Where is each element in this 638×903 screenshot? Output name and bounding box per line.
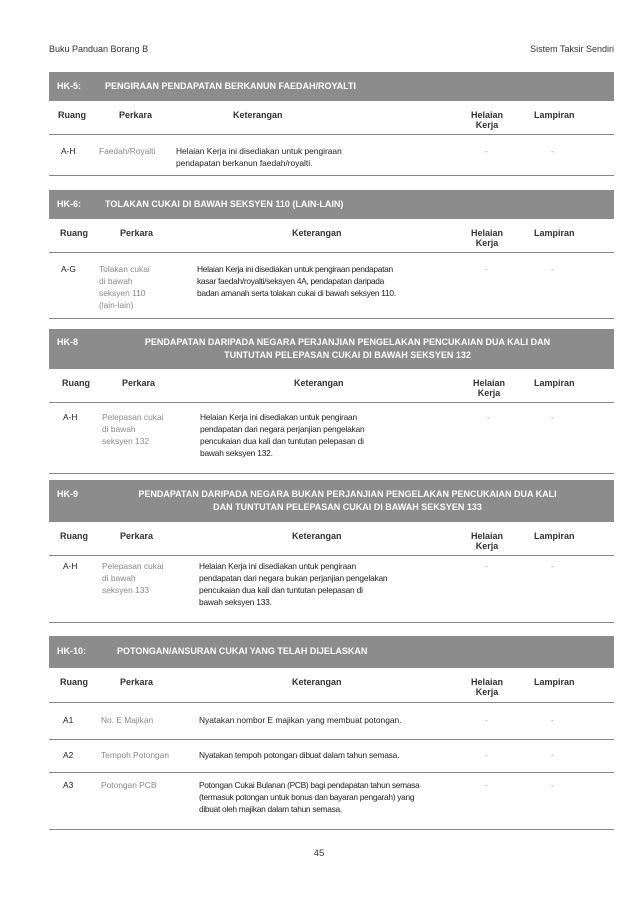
cell-lampiran: - xyxy=(551,780,554,790)
section-code: HK-10: xyxy=(57,646,87,656)
cell-lampiran: - xyxy=(551,264,554,274)
header-book-title: Buku Panduan Borang B xyxy=(49,44,149,54)
col-ruang: Ruang xyxy=(58,110,86,120)
page-number: 45 xyxy=(313,848,325,859)
section-title: PENGIRAAN PENDAPATAN BERKANUN FAEDAH/ROYALTI xyxy=(105,81,357,91)
section-hk6 xyxy=(49,190,614,319)
col-keterangan: Keterangan xyxy=(292,677,342,687)
cell-lampiran: - xyxy=(551,715,554,725)
cell-lampiran: - xyxy=(551,561,554,571)
header-system-title: Sistem Taksir Sendiri xyxy=(530,44,614,54)
col-keterangan: Keterangan xyxy=(233,110,283,120)
cell-perkara: Tolakan cukai di bawah seksyen 110 (lain-lain) xyxy=(99,264,150,310)
cell-helaian: - xyxy=(487,412,490,422)
cell-ruang: A-H xyxy=(61,146,76,156)
cell-keterangan: Nyatakan tempoh potongan dibuat dalam tahun semasa. xyxy=(199,750,400,760)
table-row xyxy=(49,740,614,773)
cell-keterangan: Helaian Kerja ini disediakan untuk pengiraan pendapatan dari negara perjanjian pengelakan pencukaian dua kali dan tuntutan pelepasan di bawah seksyen 132. xyxy=(200,412,365,458)
col-lampiran: Lampiran xyxy=(534,110,575,120)
col-keterangan: Keterangan xyxy=(292,228,342,238)
cell-helaian: - xyxy=(485,750,488,760)
col-ruang: Ruang xyxy=(60,531,88,541)
section-hk8 xyxy=(49,329,614,474)
cell-helaian: - xyxy=(485,715,488,725)
column-header-row xyxy=(49,522,614,556)
column-header-row xyxy=(49,369,614,403)
col-keterangan: Keterangan xyxy=(292,531,342,541)
section-code: HK-8 xyxy=(57,337,79,347)
col-perkara: Perkara xyxy=(120,677,154,687)
col-lampiran: Lampiran xyxy=(534,378,575,388)
section-hk9 xyxy=(49,480,614,623)
cell-perkara: Potongan PCB xyxy=(101,780,157,790)
section-heading xyxy=(49,72,614,101)
section-title: TOLAKAN CUKAI DI BAWAH SEKSYEN 110 (LAIN-LAIN) xyxy=(105,199,344,209)
col-perkara: Perkara xyxy=(122,378,156,388)
section-heading xyxy=(49,190,614,219)
cell-keterangan: Helaian Kerja ini disediakan untuk pengiraan pendapatan berkanun faedah/royalti. xyxy=(176,146,342,168)
cell-ruang: A2 xyxy=(63,750,74,760)
cell-ruang: A-H xyxy=(63,561,78,571)
col-perkara: Perkara xyxy=(120,531,154,541)
cell-perkara: Pelepasan cukai di bawah seksyen 132 xyxy=(102,412,164,446)
section-title: POTONGAN/ANSURAN CUKAI YANG TELAH DIJELASKAN xyxy=(117,646,368,656)
col-ruang: Ruang xyxy=(62,378,90,388)
col-helaian-kerja: Helaian Kerja xyxy=(470,110,503,130)
cell-perkara: No. E Majikan xyxy=(101,715,154,725)
section-code: HK-6: xyxy=(57,199,81,209)
cell-perkara: Pelepasan cukai di bawah seksyen 133 xyxy=(102,561,164,595)
table-row xyxy=(49,135,614,176)
cell-ruang: A-H xyxy=(63,412,78,422)
section-code: HK-9 xyxy=(57,489,79,499)
cell-helaian: - xyxy=(485,146,488,156)
cell-ruang: A3 xyxy=(63,780,74,790)
column-header-row xyxy=(49,219,614,253)
col-helaian-kerja: Helaian Kerja xyxy=(470,531,503,551)
section-title: PENDAPATAN DARIPADA NEGARA PERJANJIAN PENGELAKAN PENCUKAIAN DUA KALI DAN TUNTUTAN PELEPASAN CUKAI DI BAWAH SEKSYEN 132 xyxy=(144,337,551,360)
col-helaian-kerja: Helaian Kerja xyxy=(472,378,505,398)
col-ruang: Ruang xyxy=(60,677,88,687)
col-lampiran: Lampiran xyxy=(534,531,575,541)
col-lampiran: Lampiran xyxy=(534,228,575,238)
section-hk10 xyxy=(49,636,614,830)
column-header-row xyxy=(49,101,614,135)
col-perkara: Perkara xyxy=(120,228,154,238)
col-perkara: Perkara xyxy=(119,110,153,120)
col-helaian-kerja: Helaian Kerja xyxy=(470,228,503,248)
cell-lampiran: - xyxy=(551,750,554,760)
table-row xyxy=(49,773,614,830)
cell-helaian: - xyxy=(485,264,488,274)
section-hk5 xyxy=(49,72,614,176)
cell-ruang: A-G xyxy=(61,264,76,274)
running-header xyxy=(49,44,614,58)
col-keterangan: Keterangan xyxy=(294,378,344,388)
cell-perkara: Tempoh Potongan xyxy=(101,750,169,760)
section-code: HK-5: xyxy=(57,81,81,91)
section-heading xyxy=(49,636,614,668)
cell-keterangan: Helaian Kerja ini disediakan untuk pengiraan pendapatan kasar faedah/royalti/seksyen 4A, pendapatan daripada badan amanah serta tolakan cukai di bawah seksyen 110. xyxy=(197,264,396,298)
column-header-row xyxy=(49,668,614,703)
cell-helaian: - xyxy=(485,780,488,790)
cell-helaian: - xyxy=(485,561,488,571)
table-row xyxy=(49,253,614,319)
cell-ruang: A1 xyxy=(63,715,74,725)
cell-lampiran: - xyxy=(551,146,554,156)
section-title: PENDAPATAN DARIPADA NEGARA BUKAN PERJANJIAN PENGELAKAN PENCUKAIAN DUA KALI DAN TUNTUTAN PELEPASAN CUKAI DI BAWAH SEKSYEN 133 xyxy=(138,489,557,512)
cell-lampiran: - xyxy=(551,412,554,422)
table-row xyxy=(49,556,614,623)
col-ruang: Ruang xyxy=(60,228,88,238)
cell-keterangan: Nyatakan nombor E majikan yang membuat potongan. xyxy=(199,715,402,725)
col-helaian-kerja: Helaian Kerja xyxy=(470,677,503,697)
section-heading xyxy=(49,329,614,369)
table-row xyxy=(49,703,614,740)
section-heading xyxy=(49,480,614,522)
cell-keterangan: Potongan Cukai Bulanan (PCB) bagi pendapatan tahun semasa (termasuk potongan untuk bonus dan bayaran pengarah) yang dibuat oleh majikan dalam tahun semasa. xyxy=(199,780,420,814)
cell-perkara: Faedah/Royalti xyxy=(99,146,156,156)
table-row xyxy=(49,403,614,474)
cell-keterangan: Helaian Kerja ini disediakan untuk pengiraan pendapatan dari negara bukan perjanjian pengelakan pencukaian dua kali dan tuntutan pelepasan di bawah seksyen 133. xyxy=(199,561,388,607)
col-lampiran: Lampiran xyxy=(534,677,575,687)
